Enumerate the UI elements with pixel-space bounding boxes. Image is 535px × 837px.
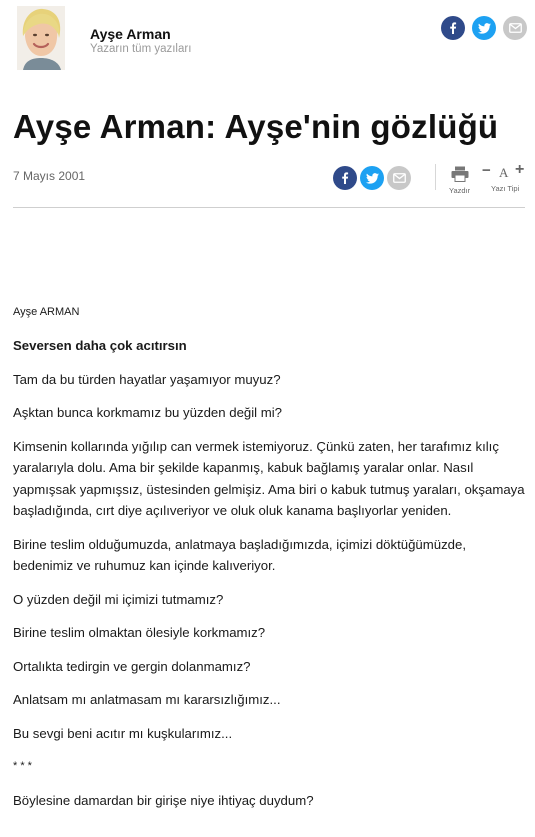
article-paragraph: Böylesine damardan bir girişe niye ihtiyaç duydum? — [13, 792, 314, 808]
article-paragraph: Aşktan bunca korkmamız bu yüzden değil mi? — [13, 405, 283, 420]
twitter-icon — [366, 173, 379, 184]
article-paragraph: Kimsenin kollarında yığılıp can vermek istemiyoruz. Çünkü zaten, her tarafımız kılıç yaralarıyla dolu. Ama bir şekilde kapanmış, kabuk bağlamış yaralar onlar. Nasıl yapmışsak yapmışsız, üstesinden gelmişiz. Ama biri o kabuk tutmuş yaraları, okşamaya başladığında, cırt diye açılıveriyor ve oluk oluk kanama başlıyorlar yeniden. — [13, 438, 525, 518]
facebook-icon — [339, 172, 351, 184]
font-size-control — [482, 162, 530, 196]
author-name[interactable]: Ayşe Arman — [90, 26, 171, 42]
mail-icon — [393, 173, 406, 183]
twitter-share-button[interactable] — [472, 16, 496, 40]
facebook-share-button[interactable] — [441, 16, 465, 40]
article-paragraph: Birine teslim olduğumuzda, anlatmaya başladığımızda, içimizi döktüğümüzde, bedenimiz ve ruhumuz kan içinde kalıveriyor. — [13, 536, 466, 573]
mail-icon — [509, 23, 522, 33]
author-header — [0, 0, 535, 80]
twitter-share-button[interactable] — [360, 166, 384, 190]
printer-icon — [451, 166, 469, 182]
font-increase-button[interactable]: + — [515, 161, 525, 178]
mail-share-button[interactable] — [503, 16, 527, 40]
font-decrease-button[interactable]: − — [482, 162, 491, 179]
article-paragraph: Bu sevgi beni acıtır mı kuşkularımız... — [13, 725, 233, 741]
article-date: 7 Mayıs 2001 — [13, 169, 86, 183]
header-share-bar — [441, 16, 527, 40]
article-title: Ayşe Arman: Ayşe'nin gözlüğü — [13, 108, 499, 145]
article-paragraph: Ortalıkta tedirgin ve gergin dolanmamız? — [13, 658, 251, 674]
print-label: Yazdır — [449, 186, 471, 195]
article-paragraph: Anlatsam mı anlatmasam mı kararsızlığımız... — [13, 692, 281, 707]
article-body — [13, 305, 528, 823]
header-divider — [13, 207, 525, 208]
font-a-icon: A — [499, 165, 509, 180]
font-size-label: Yazı Tipi — [491, 184, 520, 193]
article-paragraph: Tam da bu türden hayatlar yaşamıyor muyuz? — [13, 371, 281, 387]
twitter-icon — [478, 23, 491, 34]
article-paragraph: Birine teslim olmaktan ölesiyle korkmamız? — [13, 625, 266, 640]
article-paragraph: O yüzden değil mi içimizi tutmamız? — [13, 591, 224, 607]
section-separator: * * * — [13, 760, 32, 772]
article-share-bar — [333, 166, 411, 190]
mail-share-button[interactable] — [387, 166, 411, 190]
author-all-posts-link[interactable]: Yazarın tüm yazıları — [90, 43, 192, 55]
article-subheading: Seversen daha çok acıtırsın — [13, 338, 187, 353]
facebook-share-button[interactable] — [333, 166, 357, 190]
print-button[interactable] — [447, 164, 473, 194]
toolbar-divider — [435, 164, 436, 190]
facebook-icon — [447, 22, 459, 34]
article-byline: Ayşe ARMAN — [13, 306, 80, 318]
author-avatar[interactable] — [17, 6, 65, 70]
